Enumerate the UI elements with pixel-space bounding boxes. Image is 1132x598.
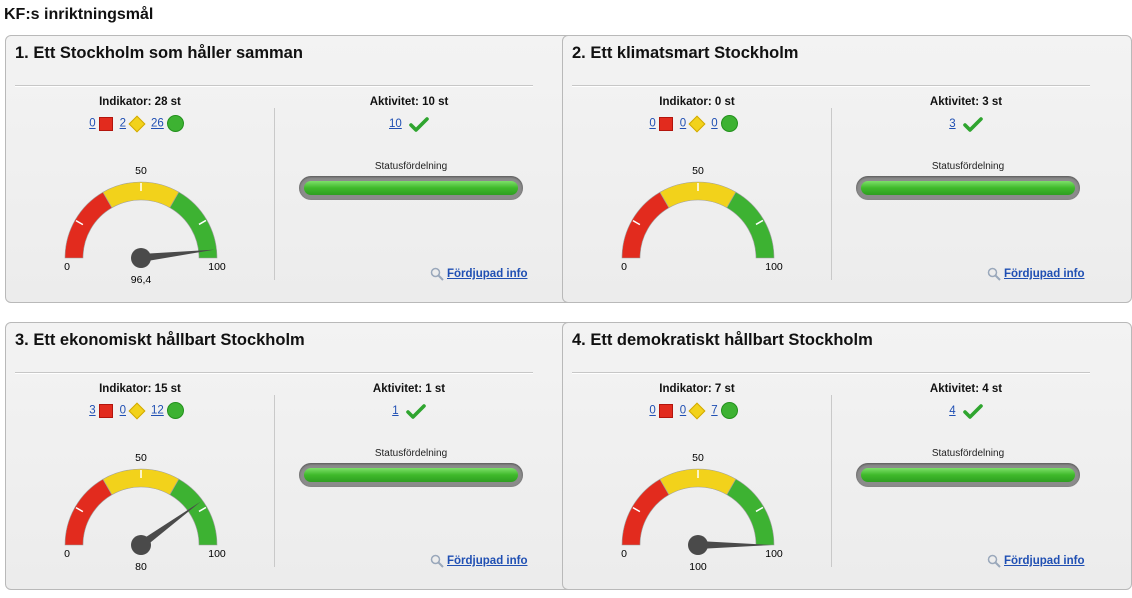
gauge <box>613 441 783 581</box>
yellow-count-link[interactable]: 0 <box>119 404 126 417</box>
green-count-link[interactable]: 7 <box>711 404 718 417</box>
magnifier-icon <box>987 267 1001 281</box>
gauge-red-band <box>65 192 112 258</box>
red-count-link[interactable]: 0 <box>649 404 656 417</box>
panel-divider <box>15 85 533 87</box>
gauge-value-label: 80 <box>135 561 147 573</box>
activity-count-row <box>309 116 509 132</box>
panel-title: 1. Ett Stockholm som håller samman <box>15 44 303 62</box>
indicator-counts <box>563 402 831 419</box>
gauge-max-label: 100 <box>208 548 226 560</box>
panel-title: 3. Ett ekonomiskt hållbart Stockholm <box>15 331 305 349</box>
status-distribution-label: Statusfördelning <box>931 161 1005 172</box>
gauge-green-band <box>170 192 217 258</box>
magnifier-icon <box>430 554 444 568</box>
red-square-icon <box>99 117 113 131</box>
red-count-link[interactable]: 3 <box>89 404 96 417</box>
gauge <box>613 154 783 294</box>
gauge-red-band <box>622 479 669 545</box>
activity-title: Aktivitet: 4 st <box>929 383 1003 395</box>
yellow-count-link[interactable]: 0 <box>679 117 687 130</box>
gauge-max-label: 100 <box>208 261 226 273</box>
indicator-title: Indikator: 28 st <box>99 96 181 108</box>
detailed-info-link[interactable] <box>430 554 527 568</box>
activity-count-link[interactable]: 1 <box>392 405 399 418</box>
status-green-fill <box>861 181 1075 195</box>
status-green-fill <box>304 468 518 482</box>
activity-count-row <box>309 403 509 419</box>
column-divider <box>274 395 275 567</box>
detailed-info-label: Fördjupad info <box>447 555 528 568</box>
activity-count-row <box>866 116 1066 132</box>
status-distribution-label: Statusfördelning <box>374 161 448 172</box>
gauge-min-label: 0 <box>621 261 627 273</box>
status-green-fill <box>861 468 1075 482</box>
panel-title: 4. Ett demokratiskt hållbart Stockholm <box>572 331 873 349</box>
checkmark-icon <box>406 403 426 419</box>
gauge-value-label: 100 <box>689 561 707 573</box>
goal-panel <box>562 322 1132 590</box>
gauge-min-label: 0 <box>64 261 70 273</box>
panel-divider <box>15 372 533 374</box>
checkmark-icon <box>963 403 983 419</box>
green-count-link[interactable]: 12 <box>151 404 164 417</box>
goal-panel <box>5 322 575 590</box>
goal-panel <box>562 35 1132 303</box>
gauge-hub <box>131 535 151 555</box>
gauge-hub <box>131 248 151 268</box>
magnifier-icon <box>987 554 1001 568</box>
red-square-icon <box>659 117 673 131</box>
gauge-red-band <box>65 479 112 545</box>
indicator-counts <box>6 402 274 419</box>
gauge-mid-label: 50 <box>692 452 704 464</box>
detailed-info-label: Fördjupad info <box>1004 555 1085 568</box>
activity-count-link[interactable]: 10 <box>389 118 402 131</box>
panel-divider <box>572 85 1090 87</box>
gauge-mid-label: 50 <box>135 165 147 177</box>
indicator-title: Indikator: 0 st <box>659 96 735 108</box>
gauge <box>56 154 226 294</box>
panel-title: 2. Ett klimatsmart Stockholm <box>572 44 799 62</box>
status-green-fill <box>304 181 518 195</box>
gauge-min-label: 0 <box>64 548 70 560</box>
yellow-count-link[interactable]: 0 <box>679 404 687 417</box>
green-circle-icon <box>167 115 184 132</box>
status-distribution-bar <box>299 463 523 487</box>
activity-count-link[interactable]: 3 <box>949 118 956 131</box>
activity-title: Aktivitet: 3 st <box>929 96 1003 108</box>
column-divider <box>274 108 275 280</box>
activity-title: Aktivitet: 1 st <box>372 383 446 395</box>
detailed-info-label: Fördjupad info <box>1004 268 1085 281</box>
yellow-diamond-icon <box>129 115 146 132</box>
gauge-min-label: 0 <box>621 548 627 560</box>
status-distribution-label: Statusfördelning <box>931 448 1005 459</box>
gauge-value-label: 96,4 <box>130 274 152 286</box>
checkmark-icon <box>409 116 429 132</box>
column-divider <box>831 395 832 567</box>
yellow-count-link[interactable]: 2 <box>119 117 126 130</box>
red-count-link[interactable]: 0 <box>89 117 96 130</box>
red-square-icon <box>99 404 113 418</box>
indicator-title: Indikator: 15 st <box>99 383 181 395</box>
red-count-link[interactable]: 0 <box>649 117 656 130</box>
gauge-mid-label: 50 <box>135 452 147 464</box>
green-count-link[interactable]: 0 <box>711 117 718 130</box>
goal-panel <box>5 35 575 303</box>
detailed-info-link[interactable] <box>987 554 1084 568</box>
gauge-max-label: 100 <box>765 261 783 273</box>
indicator-counts <box>6 115 274 132</box>
red-square-icon <box>659 404 673 418</box>
indicator-counts <box>563 115 831 132</box>
checkmark-icon <box>963 116 983 132</box>
yellow-diamond-icon <box>129 402 146 419</box>
green-circle-icon <box>167 402 184 419</box>
activity-title: Aktivitet: 10 st <box>369 96 449 108</box>
gauge-green-band <box>727 192 774 258</box>
gauge <box>56 441 226 581</box>
gauge-mid-label: 50 <box>692 165 704 177</box>
status-distribution-label: Statusfördelning <box>374 448 448 459</box>
gauge-hub <box>688 535 708 555</box>
green-circle-icon <box>721 115 738 132</box>
gauge-green-band <box>170 479 217 545</box>
status-distribution-bar <box>856 463 1080 487</box>
column-divider <box>831 108 832 280</box>
gauge-red-band <box>622 192 669 258</box>
activity-count-link[interactable]: 4 <box>949 405 956 418</box>
status-distribution-bar <box>299 176 523 200</box>
activity-count-row <box>866 403 1066 419</box>
green-circle-icon <box>721 402 738 419</box>
yellow-diamond-icon <box>689 115 706 132</box>
panel-divider <box>572 372 1090 374</box>
status-distribution-bar <box>856 176 1080 200</box>
green-count-link[interactable]: 26 <box>151 117 164 130</box>
page-title: KF:s inriktningsmål <box>4 6 154 23</box>
detailed-info-link[interactable] <box>987 267 1084 281</box>
gauge-max-label: 100 <box>765 548 783 560</box>
detailed-info-link[interactable] <box>430 267 527 281</box>
detailed-info-label: Fördjupad info <box>447 268 528 281</box>
indicator-title: Indikator: 7 st <box>659 383 735 395</box>
yellow-diamond-icon <box>689 402 706 419</box>
gauge-green-band <box>727 479 774 545</box>
magnifier-icon <box>430 267 444 281</box>
